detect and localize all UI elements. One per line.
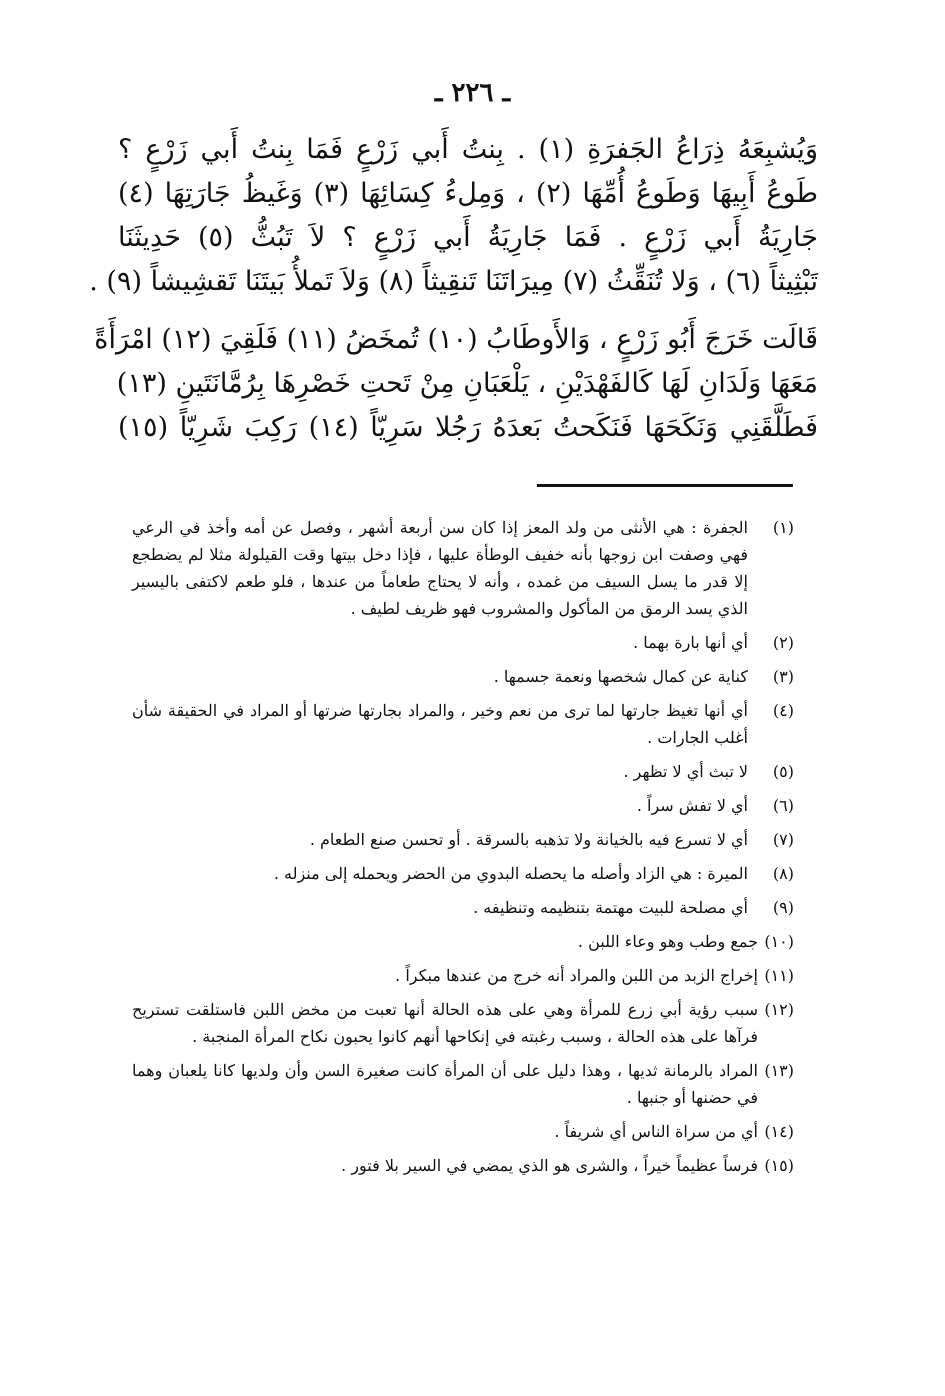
footnote-text: لا تبث أي لا تظهر . xyxy=(623,762,748,781)
footnote-text: فرساً عظيماً خيراً ، والشرى هو الذي يمضي في السير بلا فتور . xyxy=(341,1156,758,1175)
footnote-text: كناية عن كمال شخصها ونعمة جسمها . xyxy=(493,667,748,686)
footnotes xyxy=(132,514,794,1186)
footnote-item xyxy=(132,860,794,887)
page-number: ـ ٢٢٦ ـ xyxy=(434,78,511,108)
footnote-number: (١٤) xyxy=(764,1122,794,1141)
footnote-number: (١) xyxy=(772,518,794,537)
main-text-line: طَوعُ أَبِيهَا وَطَوعُ أُمِّهَا (٢) ، وَمِلءُ كِسَائِهَا (٣) وَغَيظُ جَارَتِهَا (٤) xyxy=(118,178,818,209)
footnote-item xyxy=(132,894,794,921)
footnote-item xyxy=(132,1118,794,1145)
footnote-number: (١٣) xyxy=(764,1061,794,1080)
footnote-text: إخراج الزبد من اللبن والمراد أنه خرج من عندها مبكراً . xyxy=(395,966,758,985)
main-text-line: مَعَهَا وَلَدَانِ لَهَا كَالفَهْدَيْنِ ، يَلْعَبَانِ مِنْ تَحتِ خَصْرِهَا بِرُمَّانَتَينِ (١٣) xyxy=(116,368,818,399)
footnote-item xyxy=(132,1057,794,1111)
footnote-item xyxy=(132,1152,794,1179)
main-text xyxy=(89,128,819,450)
footnote-number: (١٢) xyxy=(764,1000,794,1019)
footnote-item xyxy=(132,792,794,819)
footnote-item xyxy=(132,826,794,853)
footnote-text: سبب رؤية أبي زرع للمرأة وهي على هذه الحالة أنها تعبت من مخض اللبن فاستلقت تستريح فرآها على هذه الحالة ، وسبب رغبته في إنكاحها أنهم كانوا يحبون نكاح المرأة المنجبة . xyxy=(132,1000,758,1046)
footnote-item xyxy=(132,663,794,690)
footnote-item xyxy=(132,629,794,656)
footnote-text: المراد بالرمانة ثديها ، وهذا دليل على أن المرأة كانت صغيرة السن وأن ولديها كانا يلعبان وهما في حضنها أو جنبها . xyxy=(132,1061,758,1107)
footnote-number: (٣) xyxy=(772,667,794,686)
main-text-line: تَبْثِيثاً (٦) ، وَلا تُنَقِّثُ (٧) مِيرَاتَنَا تَنقِيثاً (٨) وَلاَ تَملأُ بَيتَنَا تَقشِيشاً (٩) . xyxy=(89,266,818,297)
footnote-text: أي أنها بارة بهما . xyxy=(633,633,748,652)
footnote-number: (٦) xyxy=(772,796,794,815)
footnote-separator xyxy=(537,484,793,487)
main-text-line: فَطَلَّقَنِي وَنَكَحَهَا فَنَكَحتُ بَعدَهُ رَجُلا سَرِيّاً (١٤) رَكِبَ شَرِيّاً (١٥) xyxy=(118,412,819,443)
footnote-text: أي لا تفش سراً . xyxy=(636,796,748,815)
footnote-item xyxy=(132,514,794,622)
footnote-text: أي أنها تغيظ جارتها لما ترى من نعم وخير ، والمراد بجارتها ضرتها أو المراد في الحقيقة شأن أغلب الجارات . xyxy=(132,701,748,747)
footnote-text: أي لا تسرع فيه بالخيانة ولا تذهبه بالسرقة . أو تحسن صنع الطعام . xyxy=(309,830,748,849)
footnote-text: الجفرة : هي الأنثى من ولد المعز إذا كان سن أربعة أشهر ، وفصل عن أمه وأخذ في الرعي فهي وصفت ابن زوجها بأنه خفيف الوطأة عليها ، فإذا دخل بيتها وقت القيلولة مثلا لم يضطجع إلا قدر ما يسل السيف من غمده ، وأنه لا يحتاج طعاماً من عندها ، فلو طعم لاكتفى باليسير الذي يسد الرمق من المأكول والمشروب فهو ظريف لطيف . xyxy=(132,518,748,618)
footnote-number: (٩) xyxy=(772,898,794,917)
footnote-number: (٤) xyxy=(772,701,794,720)
footnote-item xyxy=(132,697,794,751)
footnote-number: (٧) xyxy=(772,830,794,849)
footnote-number: (٨) xyxy=(772,864,794,883)
footnote-number: (١٠) xyxy=(764,932,794,951)
footnote-text: جمع وطب وهو وعاء اللبن . xyxy=(577,932,758,951)
footnote-item xyxy=(132,962,794,989)
main-text-line: قَالَت خَرَجَ أَبُو زَرْعٍ ، وَالأَوطَابُ (١٠) تُمخَضُ (١١) فَلَقِيَ (١٢) امْرَأَةً xyxy=(94,324,818,355)
main-text-line: جَارِيَةُ أَبي زَرْعٍ . فَمَا جَارِيَةُ أَبي زَرْعٍ ؟ لاَ تَبُثُّ (٥) حَدِيثَنَا xyxy=(118,222,818,253)
footnote-text: أي مصلحة للبيت مهتمة بتنظيمه وتنظيفه . xyxy=(473,898,748,917)
footnote-number: (٢) xyxy=(772,633,794,652)
footnote-text: أي من سراة الناس أي شريفاً . xyxy=(554,1122,758,1141)
footnote-item xyxy=(132,996,794,1050)
footnote-number: (٥) xyxy=(772,762,794,781)
main-text-line: وَيُشبِعَهُ ذِرَاعُ الجَفرَةِ (١) . بِنتُ أَبي زَرْعٍ فَمَا بِنتُ أَبي زَرْعٍ ؟ xyxy=(118,134,818,165)
footnote-item xyxy=(132,928,794,955)
footnote-number: (١٥) xyxy=(764,1156,794,1175)
footnote-item xyxy=(132,758,794,785)
footnote-text: الميرة : هي الزاد وأصله ما يحصله البدوي من الحضر ويحمله إلى منزله . xyxy=(273,864,748,883)
footnote-number: (١١) xyxy=(764,966,794,985)
